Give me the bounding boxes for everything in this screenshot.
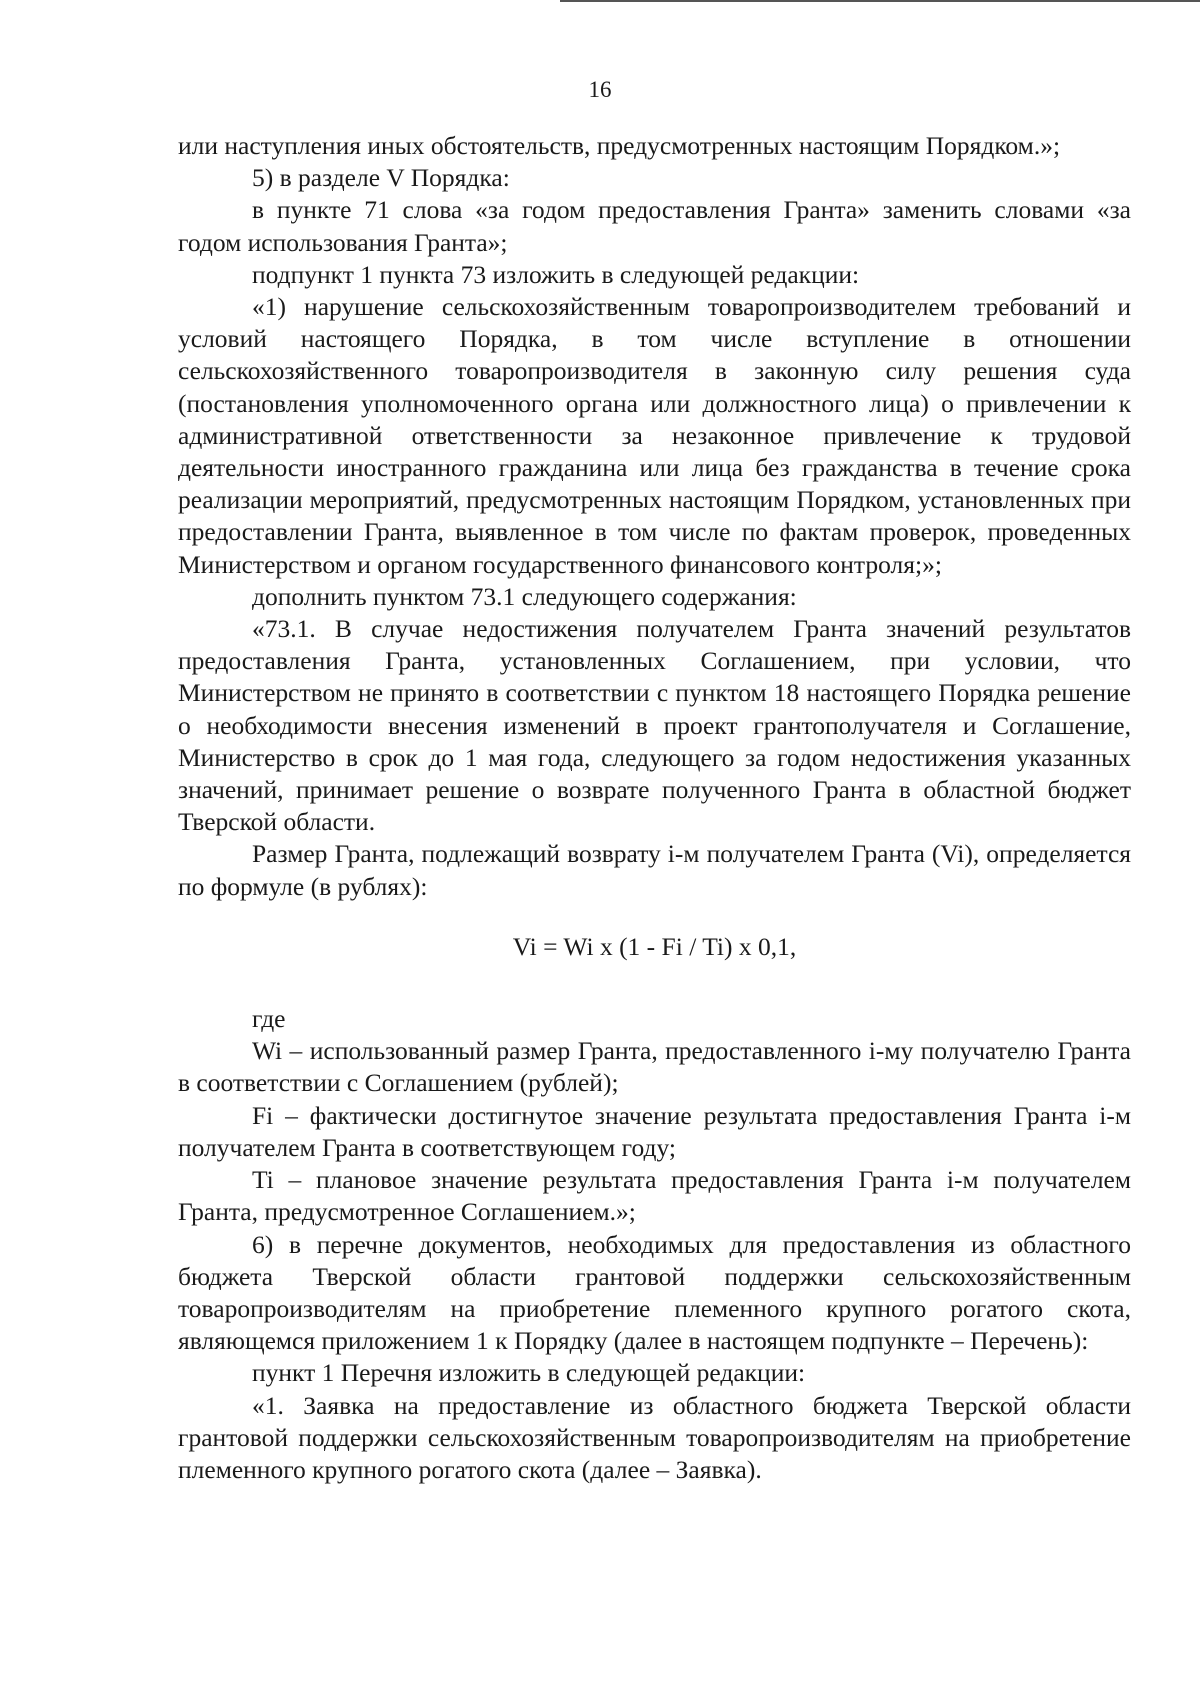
where-label: где (252, 1004, 286, 1034)
paragraph: «73.1. В случае недостижения получателем Гранта значений результатов предоставления Гранта, установленных Соглашением, при условии, что Министерством не принято в соответствии с пунктом 18 настоящего Порядка решение о необходимости внесения изменений в проект грантополучателя и Соглашение, Министерство в срок до 1 мая года, следующего за годом недостижения указанных значений, принимает решение о возврате полученного Гранта в областной бюджет Тверской области. (178, 614, 1131, 837)
paragraph: пункт 1 Перечня изложить в следующей редакции: (252, 1358, 806, 1388)
page-number: 16 (588, 77, 612, 102)
paragraph: 5) в разделе V Порядка: (252, 163, 510, 193)
paragraph: в пункте 71 слова «за годом предоставления Гранта» заменить словами «за годом использования Гранта»; (178, 195, 1131, 257)
definition-ti: Ti – плановое значение результата предоставления Гранта i-м получателем Гранта, предусмотренное Соглашением.»; (178, 1165, 1131, 1227)
paragraph: 6) в перечне документов, необходимых для предоставления из областного бюджета Тверской области грантовой поддержки сельскохозяйственным товаропроизводителям на приобретение племенного крупного рогатого скота, являющемся приложением 1 к Порядку (далее в настоящем подпункте – Перечень): (178, 1229, 1131, 1356)
paragraph: дополнить пунктом 73.1 следующего содержания: (252, 581, 797, 611)
definition-wi: Wi – использованный размер Гранта, предоставленного i-му получателю Гранта в соответствии с Соглашением (рублей); (178, 1036, 1131, 1098)
formula: Vi = Wi x (1 - Fi / Ti) x 0,1, (512, 931, 797, 961)
paragraph: подпункт 1 пункта 73 изложить в следующей редакции: (252, 259, 860, 289)
paragraph: «1) нарушение сельскохозяйственным товаропроизводителем требований и условий настоящего Порядка, в том числе вступление в отношении сельскохозяйственного товаропроизводителя в законную силу решения суда (постановления уполномоченного органа или должностного лица) о привлечении к административной ответственности за незаконное привлечение к трудовой деятельности иностранного гражданина или лица без гражданства в течение срока реализации мероприятий, предусмотренных настоящим Порядком, установленных при предоставлении Гранта, выявленное в том числе по фактам проверок, проведенных Министерством и органом государственного финансового контроля;»; (178, 292, 1131, 579)
paragraph: «1. Заявка на предоставление из областного бюджета Тверской области грантовой поддержки сельскохозяйственным товаропроизводителям на приобретение племенного крупного рогатого скота (далее – Заявка). (178, 1390, 1131, 1484)
paragraph: Размер Гранта, подлежащий возврату i-м получателем Гранта (Vi), определяется по формуле (в рублях): (178, 839, 1131, 901)
document-body (178, 130, 1131, 1486)
definition-fi: Fi – фактически достигнутое значение результата предоставления Гранта i-м получателем Гранта в соответствующем году; (178, 1100, 1131, 1162)
scan-edge-line (560, 0, 1200, 2)
paragraph: или наступления иных обстоятельств, предусмотренных настоящим Порядком.»; (178, 131, 1061, 160)
